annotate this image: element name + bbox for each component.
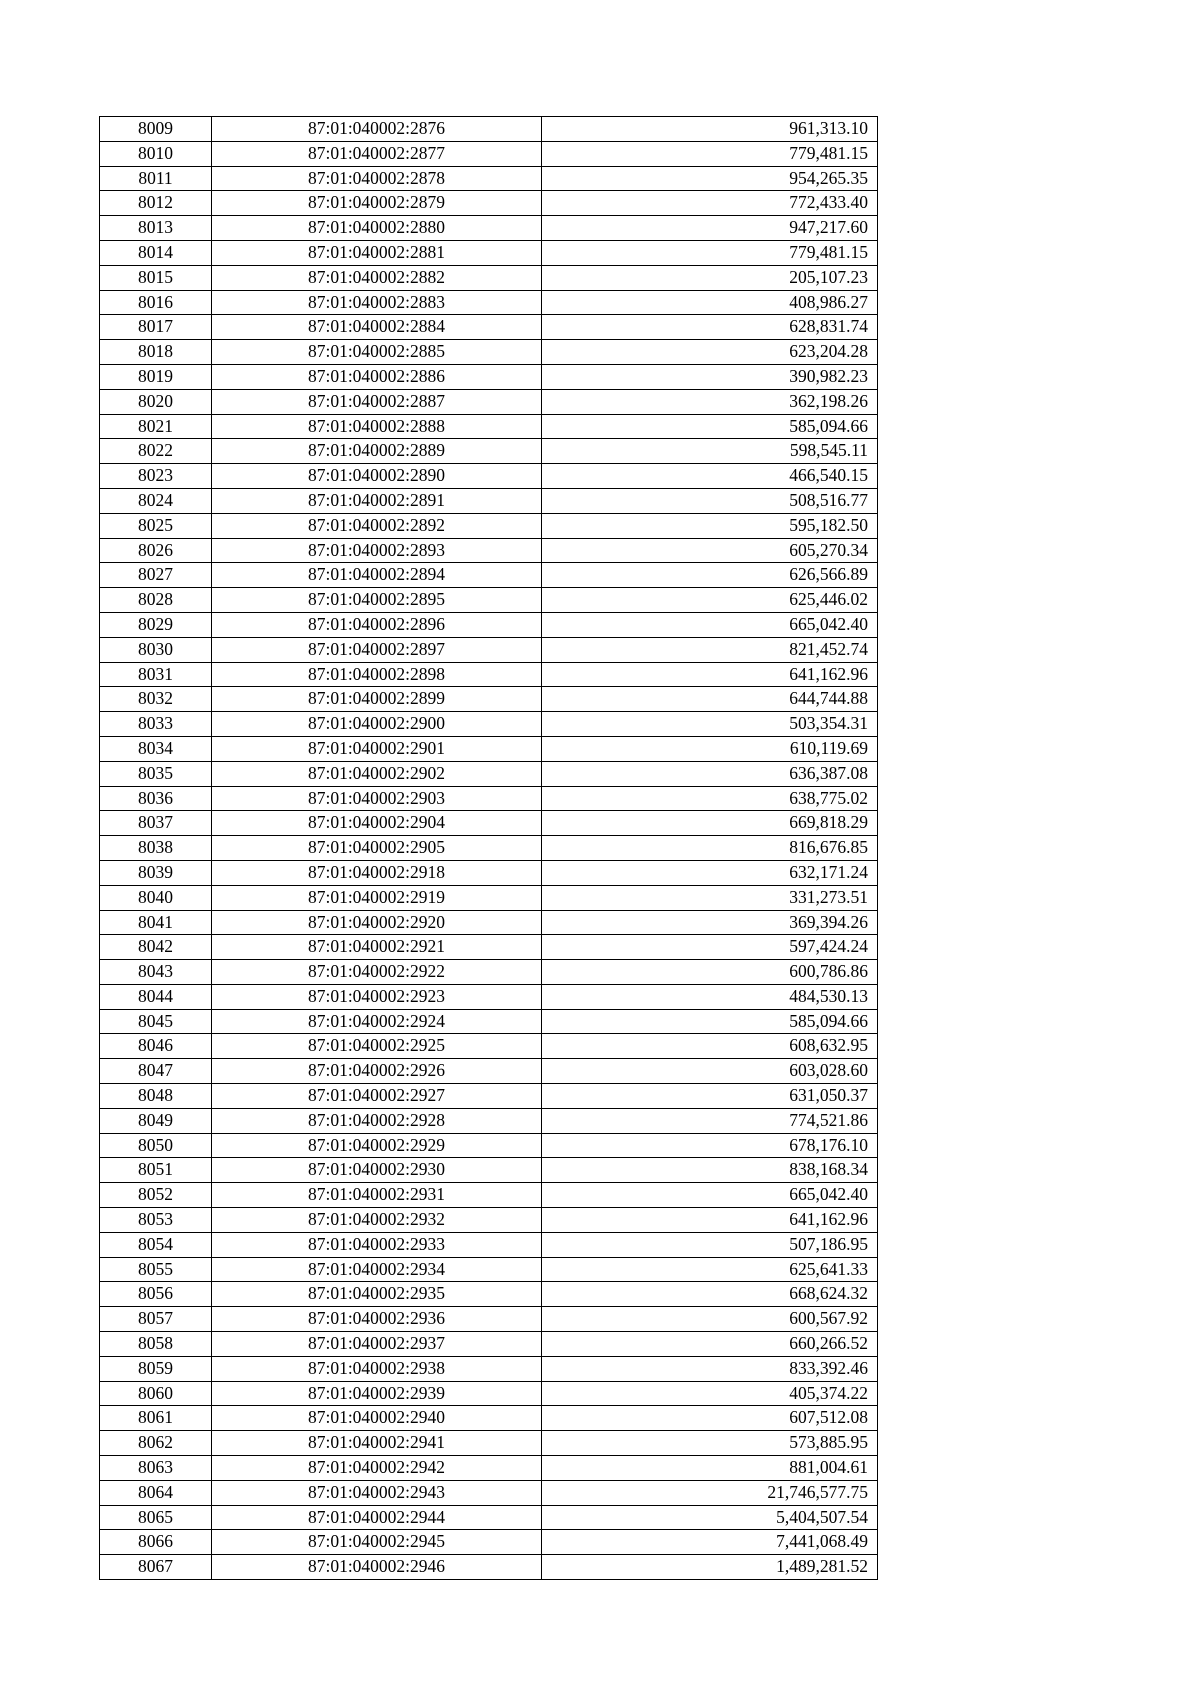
row-number-cell: 8015 (100, 265, 212, 290)
cadastral-number-cell: 87:01:040002:2887 (212, 389, 542, 414)
table-row (100, 1505, 878, 1530)
cadastral-number-cell: 87:01:040002:2924 (212, 1009, 542, 1034)
table-row (100, 414, 878, 439)
table-row (100, 240, 878, 265)
cadastral-number-cell: 87:01:040002:2945 (212, 1530, 542, 1555)
cadastral-number-cell: 87:01:040002:2903 (212, 786, 542, 811)
table-row (100, 687, 878, 712)
value-cell: 779,481.15 (542, 141, 878, 166)
cadastral-number-cell: 87:01:040002:2936 (212, 1307, 542, 1332)
value-cell: 636,387.08 (542, 761, 878, 786)
row-number-cell: 8017 (100, 315, 212, 340)
value-cell: 5,404,507.54 (542, 1505, 878, 1530)
value-cell: 607,512.08 (542, 1406, 878, 1431)
value-cell: 623,204.28 (542, 340, 878, 365)
table-row (100, 1282, 878, 1307)
row-number-cell: 8040 (100, 885, 212, 910)
cadastral-number-cell: 87:01:040002:2885 (212, 340, 542, 365)
row-number-cell: 8039 (100, 860, 212, 885)
cadastral-number-cell: 87:01:040002:2888 (212, 414, 542, 439)
value-cell: 466,540.15 (542, 464, 878, 489)
table-row (100, 1257, 878, 1282)
cadastral-number-cell: 87:01:040002:2878 (212, 166, 542, 191)
cadastral-number-cell: 87:01:040002:2883 (212, 290, 542, 315)
table-row (100, 439, 878, 464)
row-number-cell: 8065 (100, 1505, 212, 1530)
row-number-cell: 8027 (100, 563, 212, 588)
cadastral-number-cell: 87:01:040002:2944 (212, 1505, 542, 1530)
value-cell: 665,042.40 (542, 1183, 878, 1208)
table-row (100, 736, 878, 761)
table-row (100, 1356, 878, 1381)
cadastral-number-cell: 87:01:040002:2896 (212, 612, 542, 637)
cadastral-number-cell: 87:01:040002:2923 (212, 984, 542, 1009)
cadastral-number-cell: 87:01:040002:2886 (212, 364, 542, 389)
table-row (100, 513, 878, 538)
cadastral-number-cell: 87:01:040002:2942 (212, 1456, 542, 1481)
row-number-cell: 8038 (100, 836, 212, 861)
row-number-cell: 8034 (100, 736, 212, 761)
row-number-cell: 8052 (100, 1183, 212, 1208)
table-row (100, 712, 878, 737)
value-cell: 833,392.46 (542, 1356, 878, 1381)
table-row (100, 117, 878, 142)
row-number-cell: 8014 (100, 240, 212, 265)
table-row (100, 984, 878, 1009)
value-cell: 600,567.92 (542, 1307, 878, 1332)
row-number-cell: 8012 (100, 191, 212, 216)
row-number-cell: 8045 (100, 1009, 212, 1034)
table-row (100, 1059, 878, 1084)
value-cell: 610,119.69 (542, 736, 878, 761)
cadastral-number-cell: 87:01:040002:2877 (212, 141, 542, 166)
value-cell: 408,986.27 (542, 290, 878, 315)
cadastral-number-cell: 87:01:040002:2898 (212, 662, 542, 687)
table-row (100, 960, 878, 985)
table-row (100, 1480, 878, 1505)
table-row (100, 612, 878, 637)
cadastral-number-cell: 87:01:040002:2927 (212, 1084, 542, 1109)
row-number-cell: 8029 (100, 612, 212, 637)
value-cell: 585,094.66 (542, 1009, 878, 1034)
value-cell: 632,171.24 (542, 860, 878, 885)
value-cell: 605,270.34 (542, 538, 878, 563)
row-number-cell: 8018 (100, 340, 212, 365)
row-number-cell: 8031 (100, 662, 212, 687)
cadastral-number-cell: 87:01:040002:2894 (212, 563, 542, 588)
value-cell: 779,481.15 (542, 240, 878, 265)
row-number-cell: 8026 (100, 538, 212, 563)
row-number-cell: 8037 (100, 811, 212, 836)
table-row (100, 1307, 878, 1332)
cadastral-number-cell: 87:01:040002:2905 (212, 836, 542, 861)
row-number-cell: 8023 (100, 464, 212, 489)
table-row (100, 563, 878, 588)
table-row (100, 662, 878, 687)
value-cell: 625,446.02 (542, 588, 878, 613)
table-row (100, 488, 878, 513)
row-number-cell: 8047 (100, 1059, 212, 1084)
table-row (100, 364, 878, 389)
table-row (100, 315, 878, 340)
row-number-cell: 8030 (100, 637, 212, 662)
row-number-cell: 8020 (100, 389, 212, 414)
table-row (100, 1084, 878, 1109)
table-row (100, 935, 878, 960)
cadastral-number-cell: 87:01:040002:2900 (212, 712, 542, 737)
cadastral-number-cell: 87:01:040002:2893 (212, 538, 542, 563)
table-row (100, 1158, 878, 1183)
row-number-cell: 8046 (100, 1034, 212, 1059)
row-number-cell: 8051 (100, 1158, 212, 1183)
row-number-cell: 8056 (100, 1282, 212, 1307)
value-cell: 608,632.95 (542, 1034, 878, 1059)
cadastral-number-cell: 87:01:040002:2941 (212, 1431, 542, 1456)
row-number-cell: 8009 (100, 117, 212, 142)
table-row (100, 1183, 878, 1208)
cadastral-number-cell: 87:01:040002:2938 (212, 1356, 542, 1381)
row-number-cell: 8036 (100, 786, 212, 811)
cadastral-number-cell: 87:01:040002:2882 (212, 265, 542, 290)
row-number-cell: 8063 (100, 1456, 212, 1481)
cadastral-number-cell: 87:01:040002:2939 (212, 1381, 542, 1406)
value-cell: 821,452.74 (542, 637, 878, 662)
value-cell: 947,217.60 (542, 216, 878, 241)
value-cell: 7,441,068.49 (542, 1530, 878, 1555)
cadastral-number-cell: 87:01:040002:2880 (212, 216, 542, 241)
row-number-cell: 8028 (100, 588, 212, 613)
table-row (100, 340, 878, 365)
cadastral-number-cell: 87:01:040002:2889 (212, 439, 542, 464)
cadastral-number-cell: 87:01:040002:2929 (212, 1133, 542, 1158)
value-cell: 597,424.24 (542, 935, 878, 960)
row-number-cell: 8058 (100, 1332, 212, 1357)
cadastral-number-cell: 87:01:040002:2897 (212, 637, 542, 662)
value-cell: 660,266.52 (542, 1332, 878, 1357)
table-row (100, 1456, 878, 1481)
cadastral-number-cell: 87:01:040002:2876 (212, 117, 542, 142)
cadastral-number-cell: 87:01:040002:2884 (212, 315, 542, 340)
cadastral-number-cell: 87:01:040002:2881 (212, 240, 542, 265)
cadastral-number-cell: 87:01:040002:2935 (212, 1282, 542, 1307)
row-number-cell: 8021 (100, 414, 212, 439)
table-row (100, 1332, 878, 1357)
cadastral-number-cell: 87:01:040002:2895 (212, 588, 542, 613)
value-cell: 626,566.89 (542, 563, 878, 588)
value-cell: 603,028.60 (542, 1059, 878, 1084)
row-number-cell: 8042 (100, 935, 212, 960)
value-cell: 205,107.23 (542, 265, 878, 290)
table-row (100, 464, 878, 489)
value-cell: 600,786.86 (542, 960, 878, 985)
value-cell: 641,162.96 (542, 1208, 878, 1233)
value-cell: 838,168.34 (542, 1158, 878, 1183)
value-cell: 881,004.61 (542, 1456, 878, 1481)
table-row (100, 1232, 878, 1257)
value-cell: 641,162.96 (542, 662, 878, 687)
cadastral-number-cell: 87:01:040002:2899 (212, 687, 542, 712)
value-cell: 638,775.02 (542, 786, 878, 811)
value-cell: 503,354.31 (542, 712, 878, 737)
row-number-cell: 8011 (100, 166, 212, 191)
value-cell: 644,744.88 (542, 687, 878, 712)
row-number-cell: 8010 (100, 141, 212, 166)
cadastral-number-cell: 87:01:040002:2922 (212, 960, 542, 985)
cadastral-number-cell: 87:01:040002:2926 (212, 1059, 542, 1084)
cadastral-number-cell: 87:01:040002:2892 (212, 513, 542, 538)
row-number-cell: 8043 (100, 960, 212, 985)
value-cell: 598,545.11 (542, 439, 878, 464)
row-number-cell: 8048 (100, 1084, 212, 1109)
table-row (100, 910, 878, 935)
value-cell: 774,521.86 (542, 1108, 878, 1133)
value-cell: 369,394.26 (542, 910, 878, 935)
row-number-cell: 8066 (100, 1530, 212, 1555)
row-number-cell: 8061 (100, 1406, 212, 1431)
row-number-cell: 8013 (100, 216, 212, 241)
cadastral-number-cell: 87:01:040002:2940 (212, 1406, 542, 1431)
table-row (100, 389, 878, 414)
table-row (100, 191, 878, 216)
row-number-cell: 8049 (100, 1108, 212, 1133)
table-row (100, 811, 878, 836)
cadastral-number-cell: 87:01:040002:2891 (212, 488, 542, 513)
table-row (100, 786, 878, 811)
value-cell: 772,433.40 (542, 191, 878, 216)
cadastral-number-cell: 87:01:040002:2932 (212, 1208, 542, 1233)
value-cell: 816,676.85 (542, 836, 878, 861)
row-number-cell: 8024 (100, 488, 212, 513)
table-row (100, 166, 878, 191)
table-row (100, 1034, 878, 1059)
value-cell: 21,746,577.75 (542, 1480, 878, 1505)
value-cell: 573,885.95 (542, 1431, 878, 1456)
cadastral-value-table (99, 116, 878, 1580)
value-cell: 669,818.29 (542, 811, 878, 836)
row-number-cell: 8057 (100, 1307, 212, 1332)
row-number-cell: 8041 (100, 910, 212, 935)
cadastral-number-cell: 87:01:040002:2920 (212, 910, 542, 935)
cadastral-number-cell: 87:01:040002:2934 (212, 1257, 542, 1282)
value-cell: 390,982.23 (542, 364, 878, 389)
cadastral-number-cell: 87:01:040002:2902 (212, 761, 542, 786)
cadastral-number-cell: 87:01:040002:2933 (212, 1232, 542, 1257)
value-cell: 507,186.95 (542, 1232, 878, 1257)
cadastral-number-cell: 87:01:040002:2930 (212, 1158, 542, 1183)
table-row (100, 1431, 878, 1456)
row-number-cell: 8033 (100, 712, 212, 737)
cadastral-number-cell: 87:01:040002:2946 (212, 1555, 542, 1580)
row-number-cell: 8022 (100, 439, 212, 464)
row-number-cell: 8053 (100, 1208, 212, 1233)
value-cell: 484,530.13 (542, 984, 878, 1009)
table-row (100, 885, 878, 910)
row-number-cell: 8025 (100, 513, 212, 538)
cadastral-number-cell: 87:01:040002:2879 (212, 191, 542, 216)
table-row (100, 1381, 878, 1406)
row-number-cell: 8059 (100, 1356, 212, 1381)
cadastral-number-cell: 87:01:040002:2928 (212, 1108, 542, 1133)
row-number-cell: 8019 (100, 364, 212, 389)
value-cell: 362,198.26 (542, 389, 878, 414)
row-number-cell: 8050 (100, 1133, 212, 1158)
row-number-cell: 8064 (100, 1480, 212, 1505)
value-cell: 508,516.77 (542, 488, 878, 513)
value-cell: 668,624.32 (542, 1282, 878, 1307)
cadastral-number-cell: 87:01:040002:2918 (212, 860, 542, 885)
row-number-cell: 8035 (100, 761, 212, 786)
value-cell: 595,182.50 (542, 513, 878, 538)
table-row (100, 216, 878, 241)
cadastral-number-cell: 87:01:040002:2904 (212, 811, 542, 836)
row-number-cell: 8062 (100, 1431, 212, 1456)
cadastral-number-cell: 87:01:040002:2937 (212, 1332, 542, 1357)
value-cell: 331,273.51 (542, 885, 878, 910)
table-row (100, 265, 878, 290)
row-number-cell: 8016 (100, 290, 212, 315)
row-number-cell: 8055 (100, 1257, 212, 1282)
table-row (100, 1530, 878, 1555)
table-row (100, 290, 878, 315)
table-row (100, 761, 878, 786)
table-row (100, 1406, 878, 1431)
table-row (100, 860, 878, 885)
row-number-cell: 8032 (100, 687, 212, 712)
row-number-cell: 8044 (100, 984, 212, 1009)
cadastral-number-cell: 87:01:040002:2925 (212, 1034, 542, 1059)
table-row (100, 836, 878, 861)
table-body (100, 117, 878, 1580)
cadastral-number-cell: 87:01:040002:2931 (212, 1183, 542, 1208)
cadastral-number-cell: 87:01:040002:2921 (212, 935, 542, 960)
table-row (100, 588, 878, 613)
value-cell: 628,831.74 (542, 315, 878, 340)
table-row (100, 1133, 878, 1158)
value-cell: 961,313.10 (542, 117, 878, 142)
row-number-cell: 8054 (100, 1232, 212, 1257)
cadastral-number-cell: 87:01:040002:2901 (212, 736, 542, 761)
table-row (100, 1208, 878, 1233)
table-row (100, 637, 878, 662)
value-cell: 954,265.35 (542, 166, 878, 191)
value-cell: 405,374.22 (542, 1381, 878, 1406)
cadastral-number-cell: 87:01:040002:2943 (212, 1480, 542, 1505)
value-cell: 665,042.40 (542, 612, 878, 637)
value-cell: 625,641.33 (542, 1257, 878, 1282)
table-row (100, 1009, 878, 1034)
table-row (100, 538, 878, 563)
value-cell: 585,094.66 (542, 414, 878, 439)
row-number-cell: 8060 (100, 1381, 212, 1406)
table-row (100, 1108, 878, 1133)
value-cell: 678,176.10 (542, 1133, 878, 1158)
cadastral-number-cell: 87:01:040002:2919 (212, 885, 542, 910)
table-row (100, 1555, 878, 1580)
value-cell: 1,489,281.52 (542, 1555, 878, 1580)
table-row (100, 141, 878, 166)
cadastral-number-cell: 87:01:040002:2890 (212, 464, 542, 489)
row-number-cell: 8067 (100, 1555, 212, 1580)
value-cell: 631,050.37 (542, 1084, 878, 1109)
